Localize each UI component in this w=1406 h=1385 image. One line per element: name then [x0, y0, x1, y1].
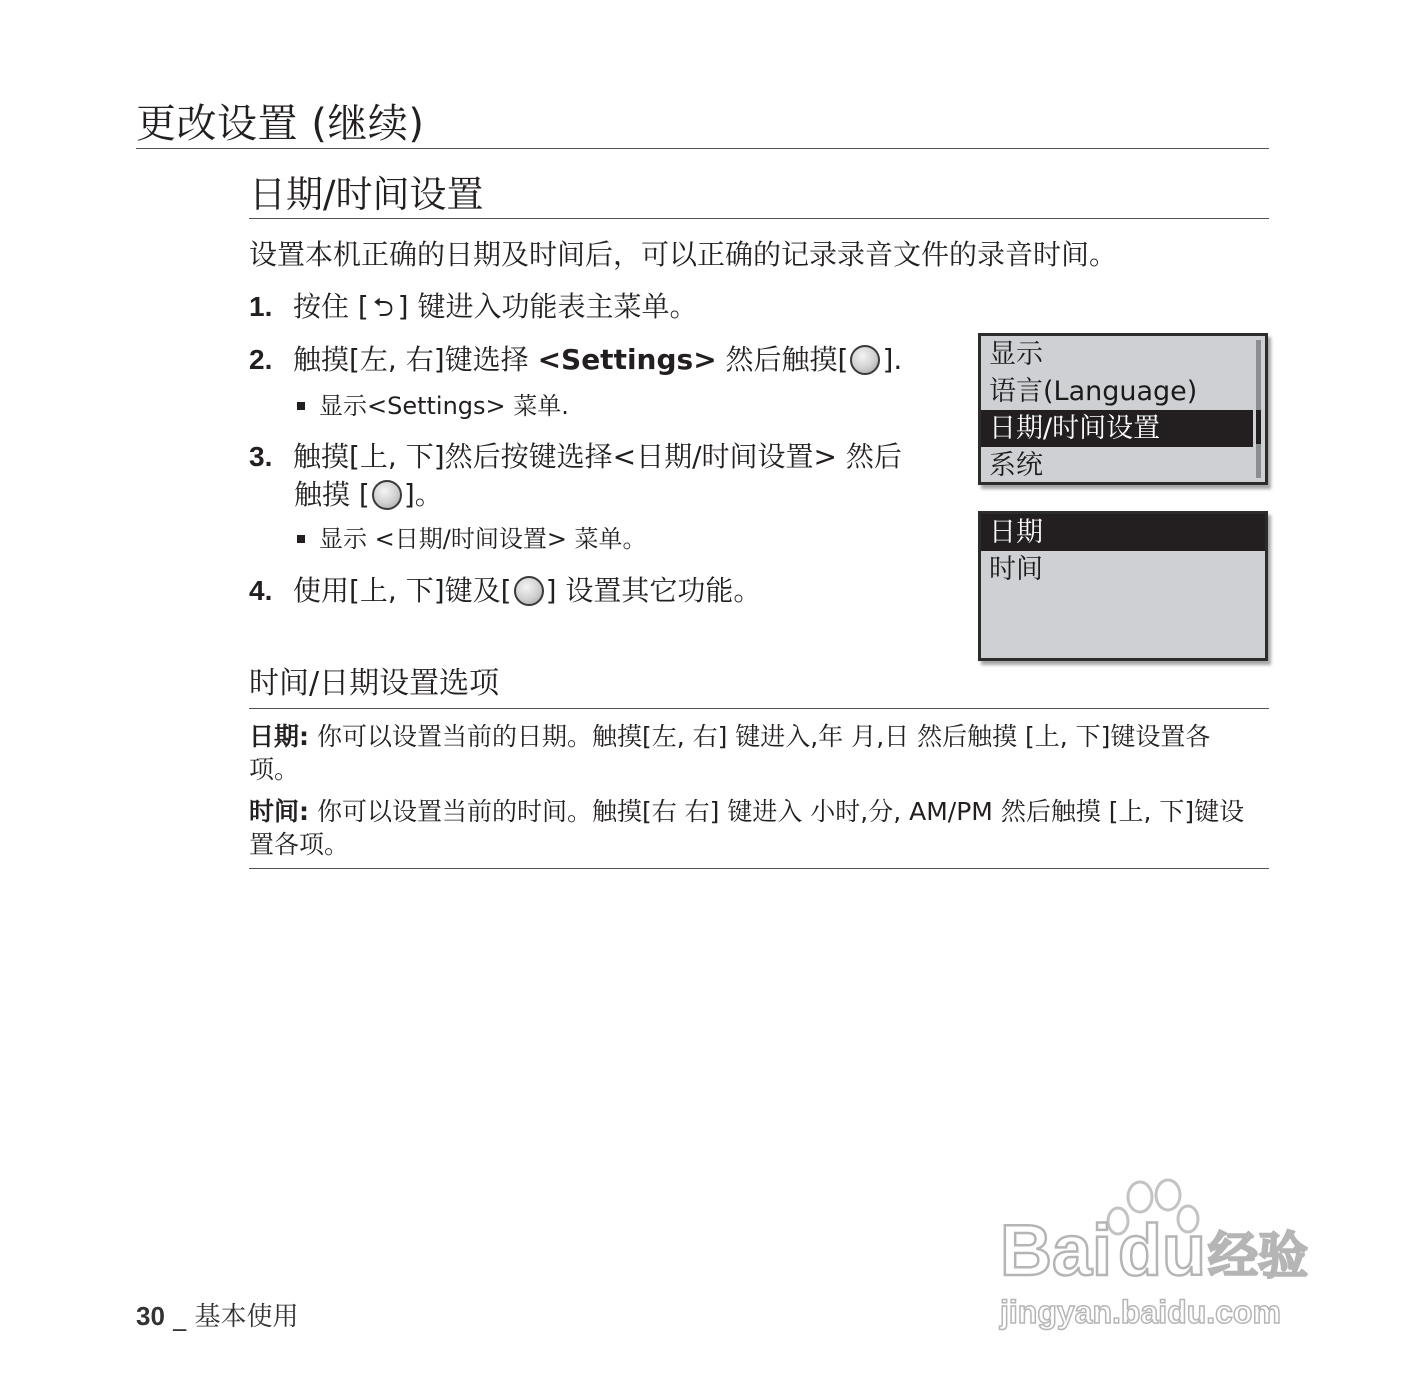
step-3-line-2 [294, 475, 443, 515]
option-time [249, 795, 1249, 861]
option-text: 你可以设置当前的时间。触摸[右 右] 键进入 小时,分, AM/PM 然后触摸 [上, 下]键设置各项。 [249, 797, 1245, 859]
step-text: 然后触摸[ [716, 343, 849, 376]
title-divider [136, 148, 1269, 149]
footer-label: 基本使用 [194, 1302, 299, 1332]
back-icon: ⮌ [372, 293, 394, 323]
scroll-thumb [1256, 410, 1261, 444]
bullet-icon [297, 535, 305, 543]
step-text: ] 设置其它功能。 [545, 574, 762, 607]
select-button-icon [850, 345, 880, 375]
menu-item-date: 日期 [981, 514, 1265, 551]
options-divider [249, 708, 1269, 709]
option-text: 你可以设置当前的日期。触摸[左, 右] 键进入,年 月,日 然后触摸 [上, 下]键设置各项。 [249, 722, 1211, 784]
watermark-cn: 经验 [1208, 1227, 1308, 1285]
footer-separator: _ [164, 1302, 195, 1332]
step-text: ]。 [403, 478, 443, 511]
step-text: 触摸[左, 右]键选择 [293, 343, 538, 376]
step-text: ]. [882, 343, 903, 376]
options-title: 时间/日期设置选项 [249, 666, 500, 701]
menu-item-system: 系统 [989, 450, 1043, 481]
section-title: 日期/时间设置 [249, 173, 484, 216]
menu-item-date-time: 日期/时间设置 [981, 410, 1253, 447]
option-label: 日期: [249, 722, 309, 751]
bottom-divider [249, 868, 1269, 869]
watermark-url: jingyan.baidu.com [1000, 1294, 1281, 1330]
step-text: 触摸[上, 下]然后按键选择<日期/时间设置> 然后 [293, 440, 902, 473]
step-number: 3. [249, 441, 273, 472]
watermark-brand-2: du [1118, 1211, 1206, 1291]
step-2 [249, 340, 902, 380]
page-number: 30 [136, 1301, 165, 1331]
step-1 [249, 287, 697, 328]
page-title: 更改设置 (继续) [136, 101, 425, 147]
note-text: 显示<Settings> 菜单. [319, 392, 569, 420]
step-number: 4. [249, 575, 273, 606]
step-text: 使用[上, 下]键及[ [293, 574, 512, 607]
device-screen-date-time-menu [978, 511, 1268, 661]
settings-label: <Settings> [537, 343, 717, 376]
step-text: ] 键进入功能表主菜单。 [397, 290, 698, 323]
select-button-icon [372, 480, 402, 510]
baidu-watermark-logo [990, 1175, 1330, 1335]
step-2-note [297, 389, 569, 423]
section-divider [249, 218, 1269, 219]
page-footer [136, 1298, 298, 1335]
section-intro: 设置本机正确的日期及时间后，可以正确的记录录音文件的录音时间。 [249, 238, 1118, 271]
menu-item-time: 时间 [989, 554, 1043, 585]
menu-item-language: 语言(Language) [989, 376, 1198, 407]
step-4 [249, 571, 761, 611]
step-text: 按住 [ [293, 290, 369, 323]
step-3 [249, 437, 902, 477]
menu-item-display: 显示 [989, 339, 1043, 370]
step-3-note [297, 522, 647, 556]
step-number: 2. [249, 344, 273, 375]
device-screen-settings-menu [978, 333, 1268, 485]
step-text: 触摸 [ [294, 478, 370, 511]
step-number: 1. [249, 291, 273, 322]
select-button-icon [514, 576, 544, 606]
option-label: 时间: [249, 797, 309, 826]
scrollbar [1256, 340, 1261, 478]
option-date [249, 720, 1249, 786]
note-text: 显示 <日期/时间设置> 菜单。 [319, 525, 647, 553]
bullet-icon [297, 402, 305, 410]
watermark-brand: Bai [1000, 1211, 1113, 1291]
